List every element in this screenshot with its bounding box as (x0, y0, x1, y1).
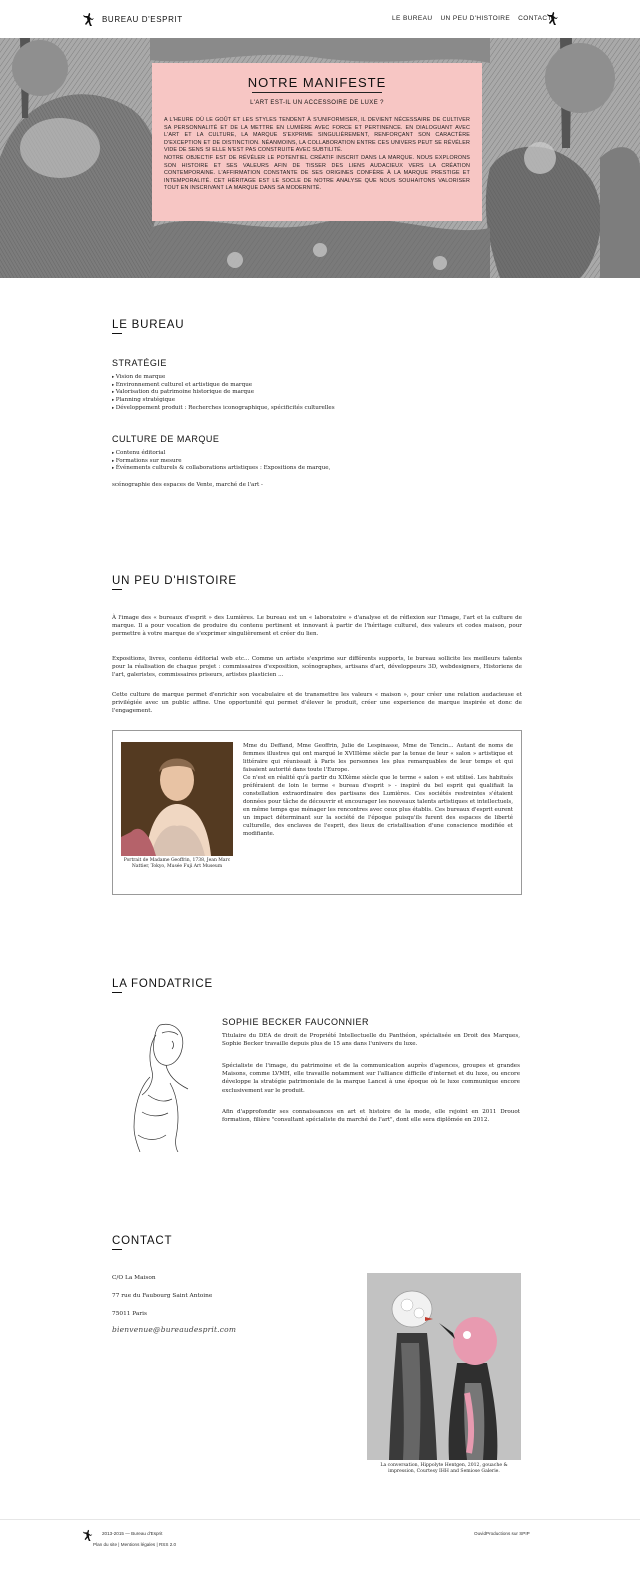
history-box-text-2: Ce n'est en réalité qu'à partir du XIXème siècle que le terme « salon » est utilisé. Les habitués préféraient de loin le terme « bureau d'esprit » - inspiré du bel esprit qui qualifiait la constellation extraordinaire des partisans des Lumières. Ces sociétés restreintes s'étaient données pour tâche de découvrir et encourager les nouveaux talents artistiques et intellectuels, en même temps que ménager les rencontres avec ceux plus établis. Ces bureaux d'esprit eurent un impact déterminant sur la société de l'époque puisqu'ils furent des espaces de liberté culturelle, des enclaves de l'esprit, des lieux de cristallisation d'une conscience modifiée et modifiante. (243, 775, 513, 837)
culture-extra-text: scénographie des espaces de Vente, marché de l'art - (112, 482, 263, 488)
contact-line-1: C/O La Maison (112, 1275, 156, 1281)
portrait-caption: Portrait de Madame Geoffrin, 1738, Jean Marc Nattier, Tokyo, Musée Fuji Art Museum (123, 858, 231, 869)
logo-text: BUREAU D'ESPRIT (102, 14, 183, 24)
nav-le-bureau[interactable]: LE BUREAU (392, 15, 433, 22)
list-item: ▸ Formations sur mesure (112, 458, 330, 466)
list-item: ▸ Environnement culturel et artistique de marque (112, 382, 335, 390)
footer-credit-link[interactable]: OuvidProductions sur SPIP (474, 1531, 530, 1536)
list-item: ▸ Vision de marque (112, 374, 335, 382)
title-underline (252, 92, 382, 93)
hero-banner (0, 38, 640, 278)
footer-links[interactable]: Plan du site | Mentions légales | RSS 2.0 (93, 1542, 177, 1547)
founder-sketch-image (120, 1017, 205, 1152)
main-nav (392, 15, 560, 22)
history-box (112, 730, 522, 895)
dancer-icon (546, 10, 560, 26)
founder-name: SOPHIE BECKER FAUCONNIER (222, 1017, 370, 1027)
portrait-madame-geoffrin-image (121, 742, 233, 856)
histoire-para-1: À l'image des « bureaux d'esprit » des Lumières. Le bureau est un « laboratoire » d'analyse et de réflexion sur l'image, l'art et la culture de marque. Il a pour vocation de produire du contenu pertinent et innovant à partir de l'héritage culturel, des valeurs et codes maison, pour permettre à votre marque de s'exprimer singulièrement et créer du lien. (112, 615, 522, 638)
list-item: ▸ Contenu éditorial (112, 450, 330, 458)
histoire-para-2: Expositions, livres, contenu éditorial web etc... Comme un artiste s'exprime sur différents supports, le bureau sollicite les meilleurs talents pour la réalisation de chaque projet : commissaires d'exposition, scénographes, artisans d'art, développeurs 3D, webdesigners, Historiens de l'art, galeristes, commissaires priseurs, artistes plasticien ... (112, 656, 522, 679)
contact-line-2: 77 rue du Faubourg Saint Antoine (112, 1293, 213, 1299)
manifesto-subtitle: L'ART EST-IL UN ACCESSOIRE DE LUXE ? (250, 100, 384, 106)
founder-para-2: Spécialiste de l'image, du patrimoine et de la communication auprès d'agences, groupes et grandes Maisons, comme LVMH, elle travaille notamment sur l'alliance difficile d'internet et du luxe, ou encore développe la stratégie patrimoniale de la marque Lancel à une époque où le luxe communique encore exclusivement sur le produit. (222, 1063, 520, 1094)
strategy-title: STRATÉGIE (112, 358, 167, 368)
dancer-logo-icon (82, 11, 96, 27)
list-item: ▸ Événements culturels & collaborations artistiques : Expositions de marque, (112, 465, 330, 473)
founder-para-3: Afin d'approfondir ses connaissances en art et histoire de la mode, elle rejoint en 2011 Drouot formation, filière "consultant spécialiste du marché de l'art", dont elle sera diplômée en 2012. (222, 1109, 520, 1124)
list-item: ▸ Valorisation du patrimoine historique de marque (112, 389, 335, 397)
list-item: ▸ Développement produit : Recherches iconographique, spécificités culturelles (112, 405, 335, 413)
dancer-logo-icon (82, 1528, 94, 1542)
list-item: ▸ Planning stratégique (112, 397, 335, 405)
artwork-caption: La conversation, Hippolyte Hentgen, 2012, gouache & impression, Courtesy IHH and Semiose Galerie. (380, 1463, 508, 1475)
nav-contact[interactable]: CONTACT (518, 15, 552, 22)
manifesto-para-1: A L'HEURE OÙ LE GOÛT ET LES STYLES TENDENT À S'UNIFORMISER, IL DEVIENT NÉCESSAIRE DE CULTIVER SA PERSONNALITÉ ET DE LA METTRE EN LUMIÈRE AVEC FORCE ET PERTINENCE. EN DIALOGUANT AVEC L'ART ET LA CULTURE, LA MARQUE S'EXPRIME SINGULIÈREMENT, RENFORÇANT SON CARACTÈRE D'EXCEPTION ET DE DISTINCTION. NÉANMOINS, LA COLLABORATION ENTRE CES UNIVERS PEUT SE RÉVÉLER VIDE DE SENS SI ELLE N'EST PAS CONSTRUITE AVEC SUBTILITÉ. (164, 117, 470, 154)
manifesto-para-2: NOTRE OBJECTIF EST DE RÉVÉLER LE POTENTIEL CRÉATIF INSCRIT DANS LA MARQUE. NOUS EXPLORONS SON HISTOIRE ET SES VALEURS AFIN DE TISSER DES LIENS AUDACIEUX VERS LA CRÉATION CONTEMPORAINE. L'AFFIRMATION CONSTANTE DE SES ORIGINES CONFÈRE À LA MARQUE PRESTIGE ET INTEMPORALITÉ. CET HÉRITAGE EST LE SOCLE DE NOTRE ANALYSE QUE NOUS SOUHAITONS VALORISER TOUT EN INSCRIVANT LA MARQUE DANS SA MODERNITÉ. (164, 154, 470, 192)
culture-title: CULTURE DE MARQUE (112, 434, 220, 444)
la-conversation-artwork-image (367, 1273, 521, 1460)
nav-histoire[interactable]: UN PEU D'HISTOIRE (440, 15, 511, 22)
contact-line-3: 75011 Paris (112, 1311, 147, 1317)
manifesto-title: NOTRE MANIFESTE (247, 75, 387, 90)
footer-divider (0, 1519, 640, 1520)
strategy-list (112, 374, 335, 413)
site-logo-link[interactable] (82, 11, 183, 27)
section-title-bureau: LE BUREAU (112, 319, 184, 334)
section-title-histoire: UN PEU D'HISTOIRE (112, 575, 237, 590)
footer-copyright: 2013-2015 — Bureau d'Esprit (102, 1531, 163, 1536)
history-box-text-1: Mme du Deffand, Mme Geoffrin, Julie de Lespinasse, Mme de Tencin... Autant de noms de femmes illustres qui ont marqué le XVIIIème siècle par la tenue de leur « salon » artistique et littéraire qui réunissait à Paris les personnes les plus remarquables de leur temps et qui faisaient autorité dans toute l'Europe. (243, 743, 513, 773)
histoire-para-3: Cette culture de marque permet d'enrichir son vocabulaire et de transmettre les valeurs « maison », pour créer une relation audacieuse et privilégiée avec un public affine. Une opportunité qui permet d'élever le produit, créer une experience de marque inspirée et donc de l'engagement. (112, 692, 522, 715)
site-header (0, 0, 640, 38)
contact-email-link[interactable]: bienvenue@bureaudesprit.com (112, 1325, 237, 1334)
culture-list (112, 450, 330, 473)
history-box-text (243, 742, 513, 838)
founder-para-1: Titulaire du DEA de droit de Propriété Intellectuelle du Panthéon, spécialisée en Droit des Marques, Sophie Becker travaille depuis plus de 15 ans dans l'univers du luxe. (222, 1033, 520, 1048)
manifesto-box (152, 63, 482, 221)
section-title-contact: CONTACT (112, 1235, 172, 1250)
section-title-fondatrice: LA FONDATRICE (112, 978, 213, 993)
